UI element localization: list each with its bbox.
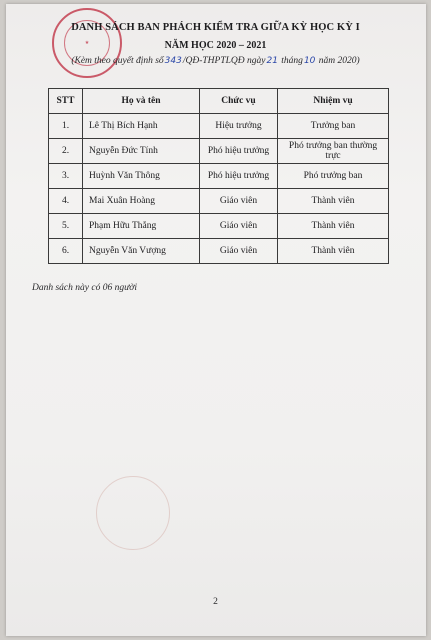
seal-center: ★: [64, 20, 110, 66]
cell-duty: Trưởng ban: [278, 114, 389, 139]
table-row: [49, 214, 389, 239]
decision-code: /QĐ-THPTLQĐ ngày: [182, 56, 266, 66]
header-duty: Nhiệm vụ: [278, 89, 389, 114]
member-count-note: Danh sách này có 06 người: [32, 283, 137, 293]
cell-name: Nguyễn Văn Vượng: [83, 239, 200, 264]
header-stt: STT: [49, 89, 83, 114]
faded-seal-imprint: [96, 476, 170, 550]
table-row: [49, 114, 389, 139]
cell-position: Phó hiệu trưởng: [200, 139, 278, 164]
cell-position: Hiệu trưởng: [200, 114, 278, 139]
decision-month-handwritten: 10: [303, 56, 316, 66]
header-position: Chức vụ: [200, 89, 278, 114]
table-row: [49, 239, 389, 264]
cell-name: Nguyễn Đức Tính: [83, 139, 200, 164]
cell-duty: Thành viên: [278, 239, 389, 264]
cell-stt: 6.: [49, 239, 83, 264]
cell-position: Giáo viên: [200, 214, 278, 239]
table-row: [49, 139, 389, 164]
cell-duty: Thành viên: [278, 214, 389, 239]
cell-name: Phạm Hữu Thắng: [83, 214, 200, 239]
cell-name: Lê Thị Bích Hạnh: [83, 114, 200, 139]
decision-number-handwritten: 343: [164, 56, 182, 66]
cell-stt: 1.: [49, 114, 83, 139]
year-suffix: năm 2020): [318, 56, 360, 66]
school-year: NĂM HỌC 2020 – 2021: [164, 40, 267, 51]
table-row: [49, 189, 389, 214]
cell-duty: Phó trưởng ban thường trực: [278, 139, 389, 164]
cell-stt: 5.: [49, 214, 83, 239]
cell-stt: 3.: [49, 164, 83, 189]
cell-duty: Thành viên: [278, 189, 389, 214]
month-label: tháng: [281, 56, 303, 66]
cell-stt: 2.: [49, 139, 83, 164]
cell-stt: 4.: [49, 189, 83, 214]
cell-name: Huỳnh Văn Thông: [83, 164, 200, 189]
cell-position: Giáo viên: [200, 239, 278, 264]
decision-reference: [0, 56, 431, 66]
cell-duty: Phó trưởng ban: [278, 164, 389, 189]
decision-day-handwritten: 21: [266, 56, 278, 66]
table-row: [49, 164, 389, 189]
cell-position: Phó hiệu trưởng: [200, 164, 278, 189]
committee-table: [48, 88, 389, 264]
header-name: Họ và tên: [83, 89, 200, 114]
cell-name: Mai Xuân Hoàng: [83, 189, 200, 214]
page-number: 2: [213, 597, 218, 607]
document-title: DANH SÁCH BAN PHÁCH KIỂM TRA GIỮA KỲ HỌC KỲ I: [71, 22, 360, 33]
cell-position: Giáo viên: [200, 189, 278, 214]
decision-prefix: (Kèm theo quyết định số: [71, 56, 164, 66]
table-header-row: [49, 89, 389, 114]
